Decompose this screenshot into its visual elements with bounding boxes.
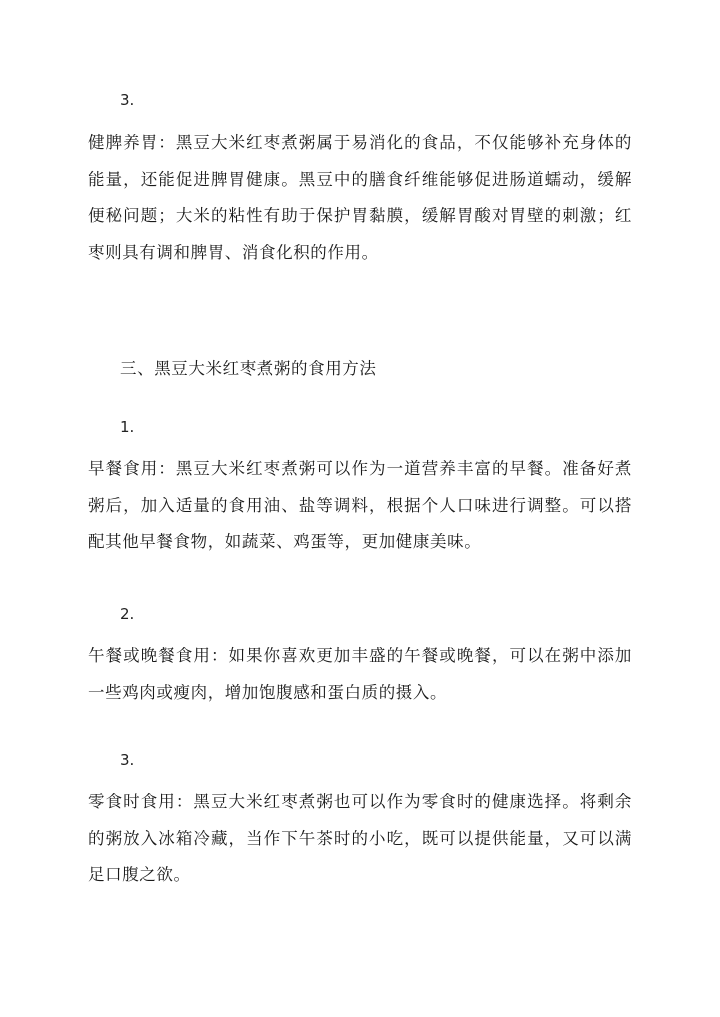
- paragraph-snack: 零食时食用：黑豆大米红枣煮粥也可以作为零食时的健康选择。将剩余的粥放入冰箱冷藏，当作下午茶时的小吃，既可以提供能量，又可以满足口腹之欲。: [88, 792, 632, 884]
- paragraph-spleen-stomach: 健脾养胃：黑豆大米红枣煮粥属于易消化的食品，不仅能够补充身体的能量，还能促进脾胃健康。黑豆中的膳食纤维能够促进肠道蠕动，缓解便秘问题；大米的粘性有助于保护胃黏膜，缓解胃酸对胃壁的刺激；红枣则具有调和脾胃、消食化积的作用。: [88, 133, 632, 262]
- item-number: 1.: [120, 418, 135, 436]
- section-heading: 三、黑豆大米红枣煮粥的食用方法: [120, 359, 377, 378]
- item-number: 3.: [120, 751, 135, 769]
- paragraph-breakfast: 早餐食用：黑豆大米红枣煮粥可以作为一道营养丰富的早餐。准备好煮粥后，加入适量的食用油、盐等调料，根据个人口味进行调整。可以搭配其他早餐食物，如蔬菜、鸡蛋等，更加健康美味。: [88, 459, 632, 551]
- item-number: 3.: [120, 91, 135, 109]
- paragraph-lunch-dinner: 午餐或晚餐食用：如果你喜欢更加丰盛的午餐或晚餐，可以在粥中添加一些鸡肉或瘦肉，增加饱腹感和蛋白质的摄入。: [88, 646, 632, 702]
- item-number: 2.: [120, 605, 135, 623]
